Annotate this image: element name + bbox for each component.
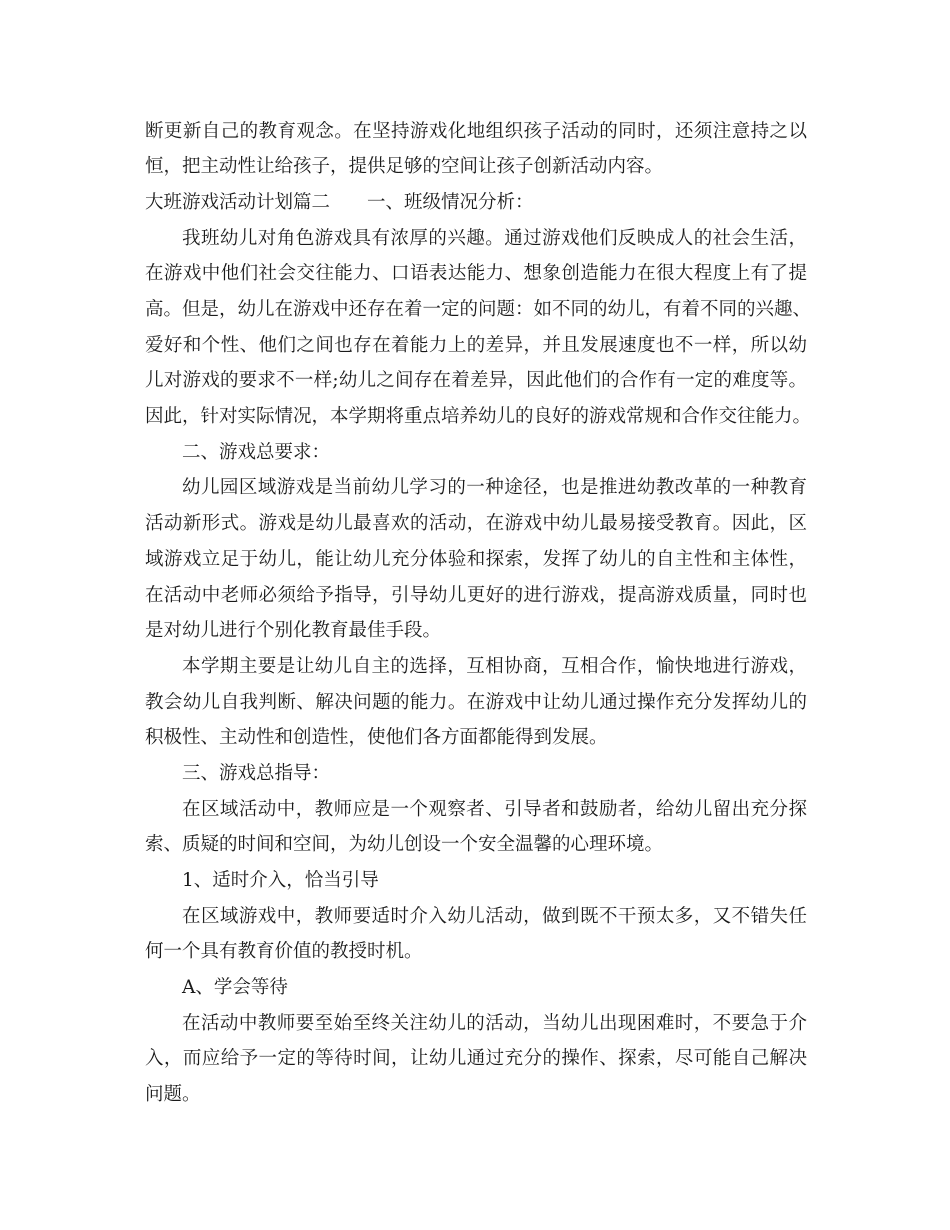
paragraph-line: 何一个具有教育价值的教授时机。 [145, 941, 423, 962]
paragraph-line: 高。但是，幼儿在游戏中还存在着一定的问题：如不同的幼儿，有着不同的兴趣、 [145, 299, 812, 320]
paragraph-line: 本学期主要是让幼儿自主的选择，互相协商，互相合作，愉快地进行游戏， [182, 656, 807, 677]
paragraph-line: 恒，把主动性让给孩子，提供足够的空间让孩子创新活动内容。 [145, 156, 664, 177]
paragraph-line: 域游戏立足于幼儿，能让幼儿充分体验和探索，发挥了幼儿的自主性和主体性， [145, 549, 807, 570]
paragraph-line: 索、质疑的时间和空间，为幼儿创设一个安全温馨的心理环境。 [145, 834, 664, 855]
paragraph-line: 是对幼儿进行个别化教育最佳手段。 [145, 620, 442, 641]
section-heading: 大班游戏活动计划篇二 一、班级情况分析： [145, 192, 534, 213]
paragraph-line: 问题。 [145, 1084, 201, 1105]
paragraph-line: 我班幼儿对角色游戏具有浓厚的兴趣。通过游戏他们反映成人的社会生活， [182, 228, 807, 249]
subsection-heading: 1、适时介入，恰当引导 [182, 870, 379, 891]
paragraph-line: 入，而应给予一定的等待时间，让幼儿通过充分的操作、探索，尽可能自己解决 [145, 1048, 807, 1069]
paragraph-line: 在活动中教师要至始至终关注幼儿的活动，当幼儿出现困难时，不要急于介 [182, 1013, 807, 1034]
paragraph-line: 在区域活动中，教师应是一个观察者、引导者和鼓励者，给幼儿留出充分探 [182, 799, 807, 820]
paragraph-line: 在区域游戏中，教师要适时介入幼儿活动，做到既不干预太多，又不错失任 [182, 906, 807, 927]
paragraph-line: 断更新自己的教育观念。在坚持游戏化地组织孩子活动的同时，还须注意持之以 [145, 121, 807, 142]
paragraph-line: 因此，针对实际情况，本学期将重点培养幼儿的良好的游戏常规和合作交往能力。 [145, 406, 812, 427]
section-heading: 三、游戏总指导： [182, 763, 331, 784]
subsection-heading: A、学会等待 [182, 977, 288, 998]
paragraph-line: 在游戏中他们社会交往能力、口语表达能力、想象创造能力在很大程度上有了提 [145, 263, 807, 284]
paragraph-line: 爱好和个性、他们之间也存在着能力上的差异，并且发展速度也不一样，所以幼 [145, 335, 807, 356]
section-heading: 二、游戏总要求： [182, 442, 331, 463]
paragraph-line: 儿对游戏的要求不一样;幼儿之间存在着差异，因此他们的合作有一定的难度等。 [145, 370, 807, 391]
paragraph-line: 积极性、主动性和创造性，使他们各方面都能得到发展。 [145, 727, 608, 748]
paragraph-line: 在活动中老师必须给予指导，引导幼儿更好的进行游戏，提高游戏质量，同时也 [145, 585, 807, 606]
paragraph-line: 教会幼儿自我判断、解决问题的能力。在游戏中让幼儿通过操作充分发挥幼儿的 [145, 692, 807, 713]
paragraph-line: 活动新形式。游戏是幼儿最喜欢的活动，在游戏中幼儿最易接受教育。因此，区 [145, 513, 807, 534]
paragraph-line: 幼儿园区域游戏是当前幼儿学习的一种途径，也是推进幼教改革的一种教育 [182, 477, 807, 498]
